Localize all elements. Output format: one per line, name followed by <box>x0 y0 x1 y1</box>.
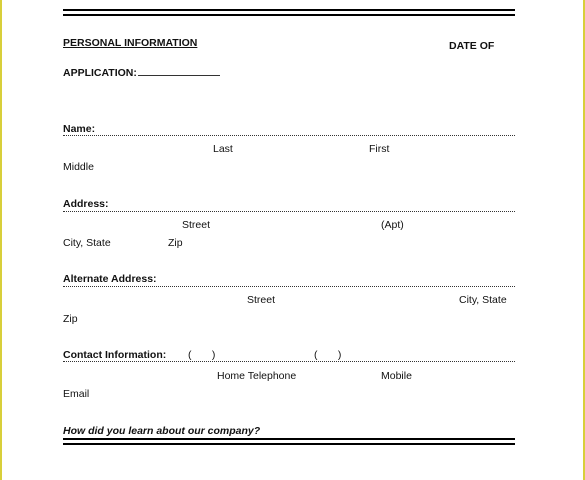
first-name-caption: First <box>369 143 390 155</box>
apt-caption: (Apt) <box>381 219 404 231</box>
how-did-you-learn-label: How did you learn about our company? <box>63 425 261 437</box>
alternate-address-label: Alternate Address: <box>63 273 157 285</box>
zip-caption: Zip <box>168 237 183 249</box>
home-telephone-caption: Home Telephone <box>217 370 297 382</box>
middle-name-caption: Middle <box>63 161 94 173</box>
top-rule-2 <box>63 14 515 16</box>
alt-street-caption: Street <box>247 294 276 306</box>
bottom-rule-1 <box>63 438 515 440</box>
mobile-caption: Mobile <box>381 370 412 382</box>
city-state-caption: City, State <box>63 237 111 249</box>
top-rule-1 <box>63 9 515 11</box>
application-date-blank[interactable] <box>138 66 220 76</box>
street-caption: Street <box>182 219 211 231</box>
address-line[interactable] <box>63 211 515 212</box>
alt-zip-caption: Zip <box>63 313 78 325</box>
name-label: Name: <box>63 123 96 135</box>
date-of-label: DATE OF <box>449 40 495 52</box>
contact-information-line[interactable] <box>63 361 515 362</box>
alt-city-state-caption: City, State <box>459 294 507 306</box>
bottom-rule-2 <box>63 443 515 445</box>
name-line[interactable] <box>63 135 515 136</box>
alternate-address-line[interactable] <box>63 286 515 287</box>
application-label: APPLICATION: <box>63 66 220 79</box>
personal-information-heading: PERSONAL INFORMATION <box>63 37 198 49</box>
address-label: Address: <box>63 198 109 210</box>
email-caption: Email <box>63 388 90 400</box>
home-phone-parens: ( ) <box>188 349 216 361</box>
last-name-caption: Last <box>213 143 233 155</box>
contact-information-label: Contact Information: <box>63 349 167 361</box>
mobile-phone-parens: ( ) <box>314 349 342 361</box>
